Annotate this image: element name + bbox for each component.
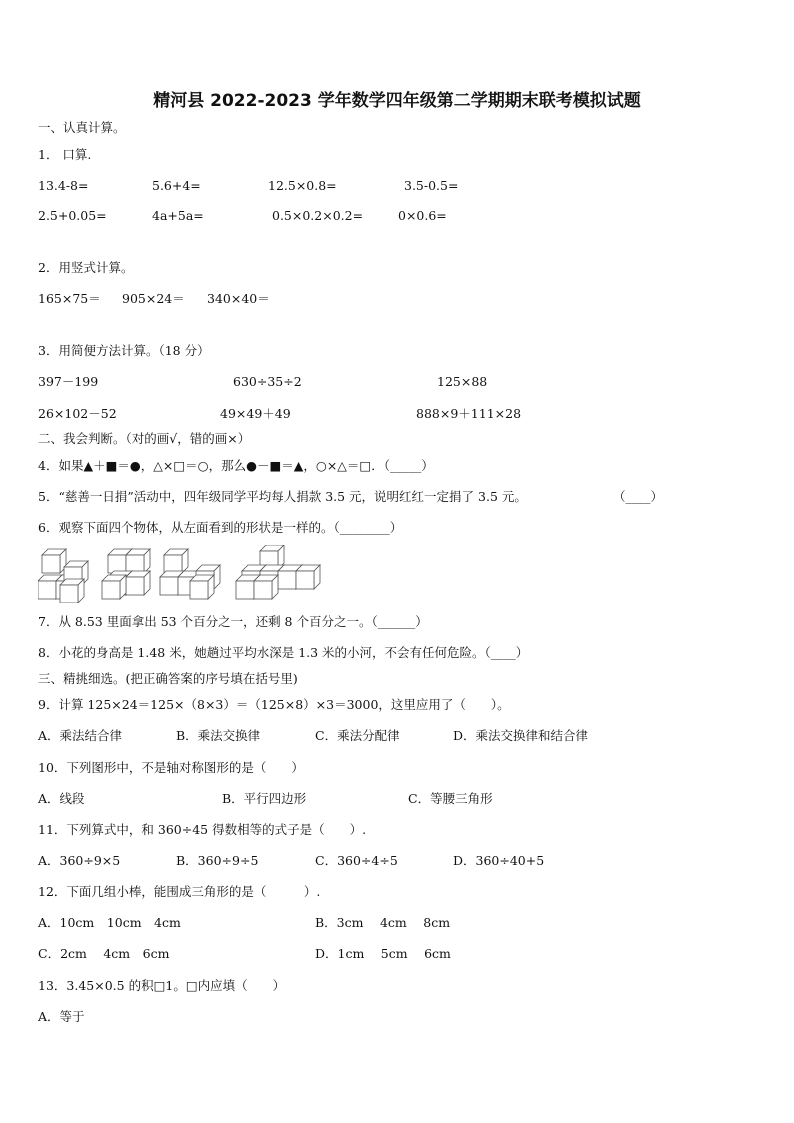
q9-option-d: D．乘法交换律和结合律: [453, 728, 589, 743]
q2-item: 340×40＝: [207, 291, 270, 306]
section-2-heading: 二、我会判断。（对的画√，错的画×）: [38, 431, 251, 446]
question-10: 10．下列图形中，不是轴对称图形的是（ ）: [38, 760, 304, 775]
question-1-title: 1． 口算.: [38, 147, 92, 162]
question-5: 5．“慈善一日捐”活动中，四年级同学平均每人捐款 3.5 元，说明红红一定捐了 3.5 元。: [38, 489, 527, 504]
q9-option-a: A．乘法结合律: [38, 728, 123, 743]
q1-item: 3.5-0.5=: [404, 178, 459, 193]
question-5-blank: （____）: [613, 489, 664, 504]
section-1-heading: 一、认真计算。: [38, 120, 126, 135]
q3-item: 49×49＋49: [220, 406, 291, 421]
q3-item: 397－199: [38, 374, 99, 389]
q10-option-b: B．平行四边形: [222, 791, 307, 806]
question-7: 7．从 8.53 里面拿出 53 个百分之一，还剩 8 个百分之一。（______）: [38, 614, 428, 629]
q2-item: 905×24＝: [122, 291, 185, 306]
cube-object-4: [236, 545, 320, 599]
question-3-title: 3．用简便方法计算。（18 分）: [38, 343, 210, 358]
question-11: 11．下列算式中，和 360÷45 得数相等的式子是（ ）.: [38, 822, 367, 837]
cube-object-3: [160, 549, 220, 599]
q11-option-d: D．360÷40+5: [453, 853, 545, 868]
section-3-heading: 三、精挑细选。(把正确答案的序号填在括号里): [38, 671, 298, 686]
q3-item: 888×9＋111×28: [416, 406, 522, 421]
question-4: 4．如果▲＋■＝●，△×□＝○，那么●－■＝▲，○×△＝□．（_____）: [38, 458, 434, 473]
q1-item: 5.6+4=: [152, 178, 201, 193]
q11-option-b: B．360÷9÷5: [176, 853, 259, 868]
q12-option-a: A．10cm 10cm 4cm: [38, 915, 181, 930]
q3-item: 26×102－52: [38, 406, 117, 421]
q1-item: 13.4-8=: [38, 178, 89, 193]
q3-item: 125×88: [437, 374, 488, 389]
question-8: 8．小花的身高是 1.48 米，她趟过平均水深是 1.3 米的小河，不会有任何危险。（____）: [38, 645, 529, 660]
question-13: 13．3.45×0.5 的积□1。□内应填（ ）: [38, 978, 286, 993]
q9-option-c: C．乘法分配律: [315, 728, 400, 743]
page-title: 精河县 2022-2023 学年数学四年级第二学期期末联考模拟试题: [153, 91, 641, 111]
question-12: 12．下面几组小棒，能围成三角形的是（ ）.: [38, 884, 321, 899]
q9-option-b: B．乘法交换律: [176, 728, 261, 743]
cube-object-1: [38, 549, 88, 603]
question-6: 6．观察下面四个物体，从左面看到的形状是一样的。（________）: [38, 520, 403, 535]
q12-option-b: B．3cm 4cm 8cm: [315, 915, 451, 930]
q11-option-c: C．360÷4÷5: [315, 853, 398, 868]
q1-item: 0×0.6=: [398, 208, 447, 223]
q10-option-c: C．等腰三角形: [408, 791, 493, 806]
q12-option-d: D．1cm 5cm 6cm: [315, 946, 451, 961]
cube-object-2: [102, 549, 150, 599]
q1-item: 2.5+0.05=: [38, 208, 107, 223]
q1-item: 0.5×0.2×0.2=: [272, 208, 364, 223]
q1-item: 12.5×0.8=: [268, 178, 337, 193]
q11-option-a: A．360÷9×5: [38, 853, 121, 868]
q12-option-c: C．2cm 4cm 6cm: [38, 946, 170, 961]
q3-item: 630÷35÷2: [233, 374, 302, 389]
q10-option-a: A．线段: [38, 791, 85, 806]
question-9: 9．计算 125×24＝125×（8×3）＝（125×8）×3＝3000，这里应用了（ ）。: [38, 697, 510, 712]
q2-item: 165×75＝: [38, 291, 101, 306]
q6-cube-figures: [38, 545, 328, 603]
question-2-title: 2．用竖式计算。: [38, 260, 134, 275]
q13-option-a: A．等于: [38, 1009, 85, 1024]
q1-item: 4a+5a=: [152, 208, 204, 223]
